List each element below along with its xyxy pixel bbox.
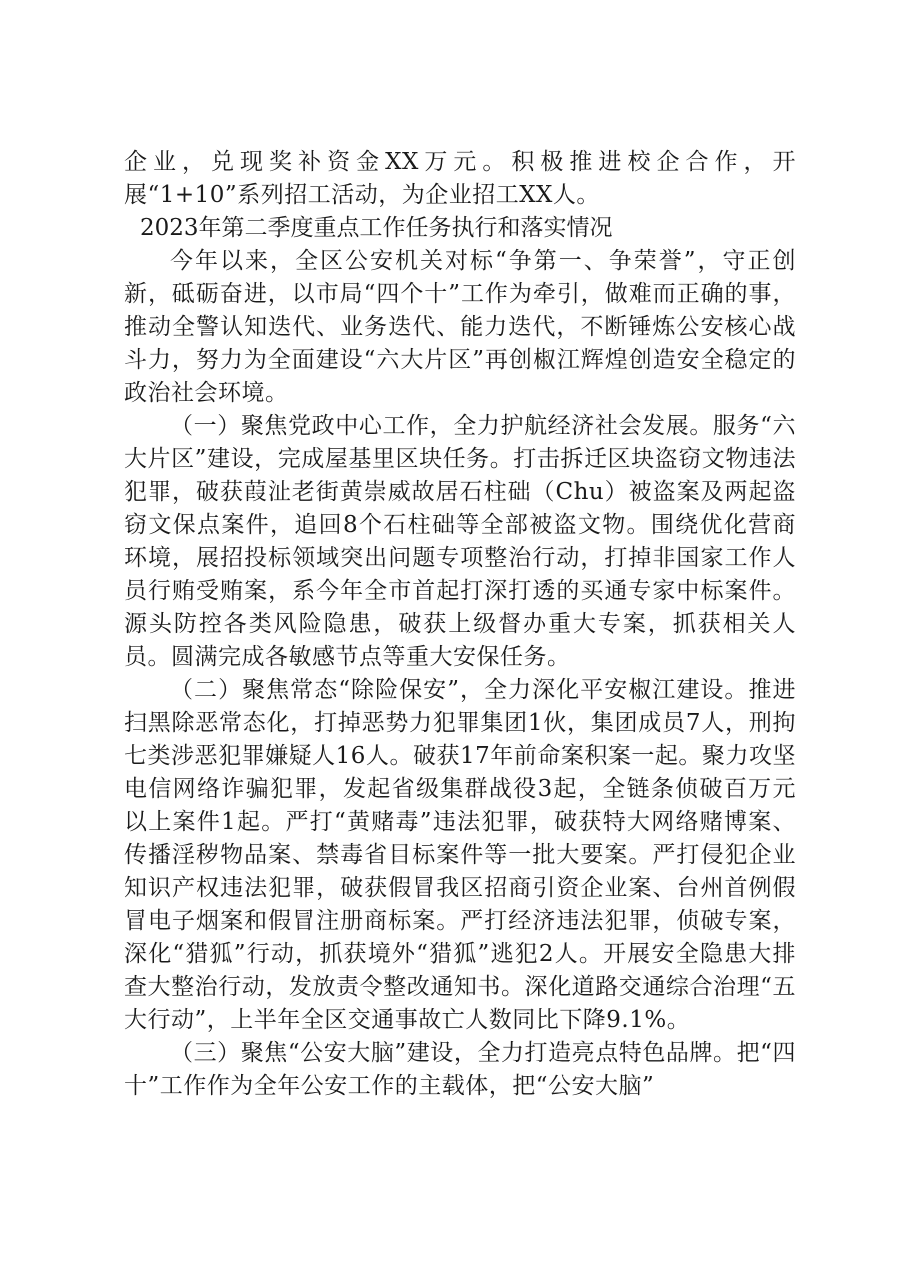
paragraph-section-2: （二）聚焦常态“除险保安”，全力深化平安椒江建设。推进扫黑除恶常态化，打掉恶势力犯罪集团1伙，集团成员7人，刑拘七类涉恶犯罪嫌疑人16人。破获17年前命案积案一起。聚力攻坚电信网络诈骗犯罪，发起省级集群战役3起，全链条侦破百万元以上案件1起。严打“黄赌毒”违法犯罪，破获特大网络赌博案、传播淫秽物品案、禁毒省目标案件等一批大要案。严打侵犯企业知识产权违法犯罪，破获假冒我区招商引资企业案、台州首例假冒电子烟案和假冒注册商标案。严打经济违法犯罪，侦破专案，深化“猎狐”行动，抓获境外“猎狐”逃犯2人。开展安全隐患大排查大整治行动，发放责令整改通知书。深化道路交通综合治理“五大行动”，上半年全区交通事故亡人数同比下降9.1%。 [124,677,796,1033]
paragraph-continuation: 企业，兑现奖补资金XX万元。积极推进校企合作，开展“1+10”系列招工活动，为企业招工XX人。 [124,149,796,208]
section-title: 2023年第二季度重点工作任务执行和落实情况 [140,215,613,241]
paragraph-section-3: （三）聚焦“公安大脑”建设，全力打造亮点特色品牌。把“四十”工作作为全年公安工作的主载体，把“公安大脑” [124,1040,796,1099]
paragraph-section-1: （一）聚焦党政中心工作，全力护航经济社会发展。服务“六大片区”建设，完成屋基里区块任务。打击拆迁区块盗窃文物违法犯罪，破获葭沚老街黄崇威故居石柱础（Chu）被盗案及两起盗窃文保点案件，追回8个石柱础等全部被盗文物。围绕优化营商环境，展招投标领域突出问题专项整治行动，打掉非国家工作人员行贿受贿案，系今年全市首起打深打透的买通专家中标案件。源头防控各类风险隐患，破获上级督办重大专案，抓获相关人员。圆满完成各敏感节点等重大安保任务。 [124,413,796,670]
document-body [124,146,796,1103]
paragraph-intro: 今年以来，全区公安机关对标“争第一、争荣誉”，守正创新，砥砺奋进，以市局“四个十”工作为牵引，做难而正确的事，推动全警认知迭代、业务迭代、能力迭代，不断锤炼公安核心战斗力，努力为全面建设“六大片区”再创椒江辉煌创造安全稳定的政治社会环境。 [124,248,796,406]
